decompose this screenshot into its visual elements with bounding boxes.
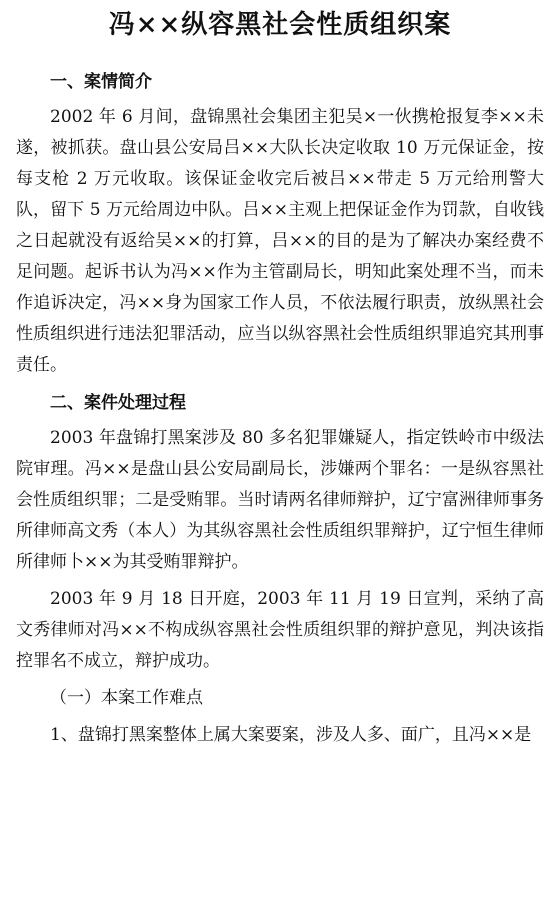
section-heading-case-summary: 一、案情简介 [50, 72, 152, 92]
paragraph-case-summary: 2002 年 6 月间，盘锦黑社会集团主犯吴×一伙携枪报复李××未遂，被抓获。盘山县公安局吕××大队长决定收取 10 万元保证金，按每支枪 2 万元收取。该保证金收完后被吕××带走 5 万元给刑警大队，留下 5 万元给周边中队。吕××主观上把保证金作为罚款，自收钱之日起就没有返给吴××的打算，吕××的目的是为了解决办案经费不足问题。起诉书认为冯××作为主管副局长，明知此案处理不当，而未作追诉决定，冯××身为国家工作人员，不依法履行职责，放纵黑社会性质组织进行违法犯罪活动，应当以纵容黑社会性质组织罪追究其刑事责任。 [16, 107, 544, 375]
paragraph-difficulty-1: 1、盘锦打黑案整体上属大案要案，涉及人多、面广，且冯××是 [50, 725, 532, 745]
subheading-work-difficulties: （一）本案工作难点 [50, 688, 203, 708]
section-case-process [16, 389, 544, 751]
section-heading-case-process: 二、案件处理过程 [50, 393, 186, 413]
document-title: 冯××纵容黑社会性质组织案 [108, 10, 452, 40]
section-case-summary [16, 68, 544, 381]
paragraph-trial-result: 2003 年 9 月 18 日开庭，2003 年 11 月 19 日宣判，采纳了高文秀律师对冯××不构成纵容黑社会性质组织罪的辩护意见，判决该指控罪名不成立，辩护成功。 [16, 589, 544, 671]
paragraph-trial-background: 2003 年盘锦打黑案涉及 80 多名犯罪嫌疑人，指定铁岭市中级法院审理。冯××是盘山县公安局副局长，涉嫌两个罪名：一是纵容黑社会性质组织罪；二是受贿罪。当时请两名律师辩护，辽宁富洲律师事务所律师高文秀（本人）为其纵容黑社会性质组织罪辩护，辽宁恒生律师所律师卜××为其受贿罪辩护。 [16, 428, 544, 572]
